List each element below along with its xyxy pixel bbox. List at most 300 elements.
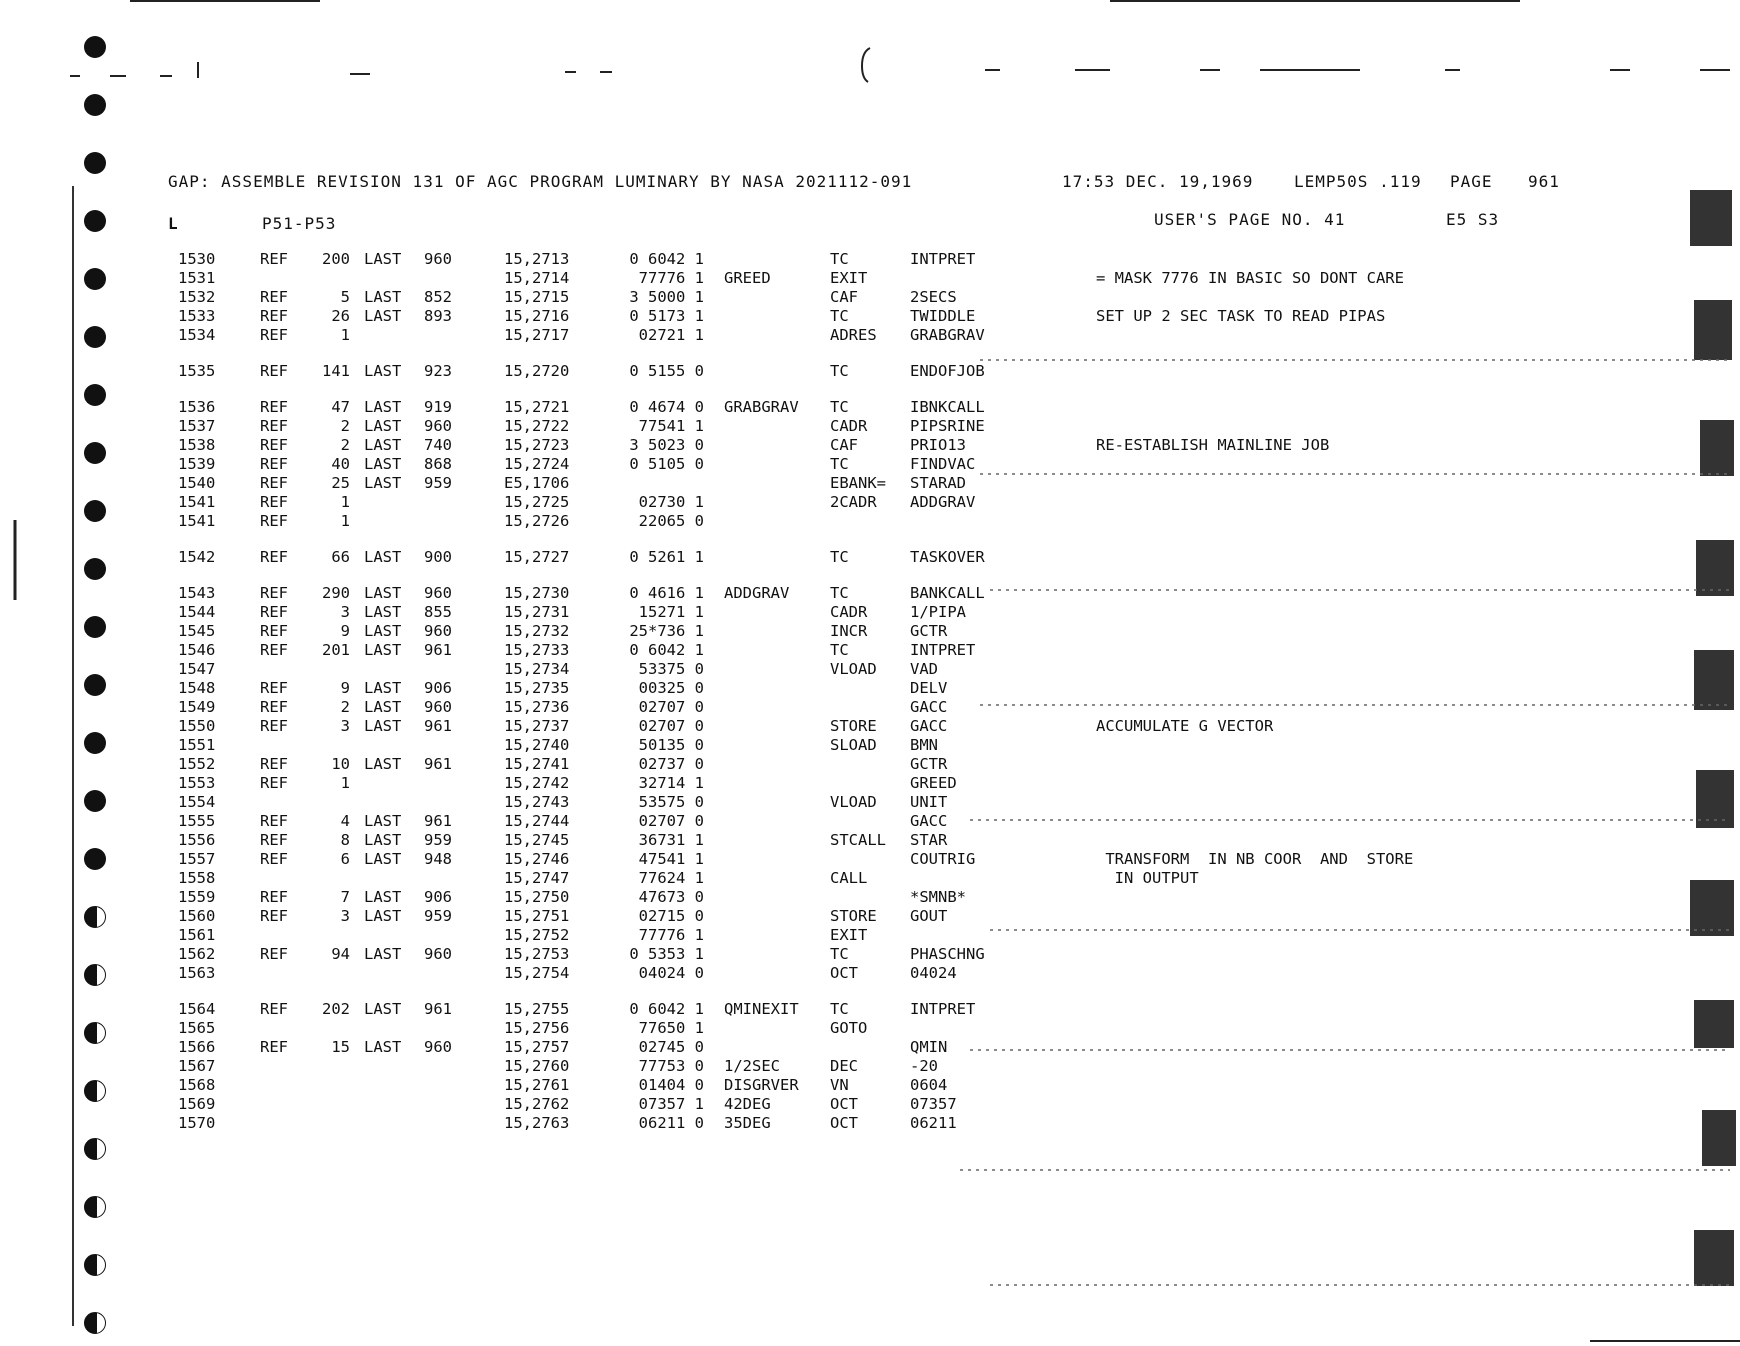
address: 15,2713: [504, 250, 570, 268]
line-number: 1554: [178, 793, 216, 811]
operand: QMIN: [910, 1038, 948, 1056]
address: 15,2737: [504, 717, 570, 735]
operand: GREED: [910, 774, 957, 792]
ref-count: 201: [322, 641, 350, 659]
listing-mark: L: [168, 214, 179, 233]
ref-count: 25: [331, 474, 350, 492]
assembly-listing: [178, 250, 1608, 1133]
address: 15,2722: [504, 417, 570, 435]
opcode: STORE: [830, 907, 877, 925]
ref-count: 141: [322, 362, 350, 380]
opcode: STCALL: [830, 831, 886, 849]
line-number: 1550: [178, 717, 216, 735]
punch-hole: [84, 326, 106, 348]
octal-word: 47673 0: [638, 888, 704, 906]
last-line: 948: [424, 850, 452, 868]
last-line: 868: [424, 455, 452, 473]
octal-word: 02715 0: [638, 907, 704, 925]
last-line: 961: [424, 717, 452, 735]
octal-word: 02707 0: [638, 812, 704, 830]
octal-word: 15271 1: [638, 603, 704, 621]
listing-row: [178, 603, 1608, 622]
opcode: TC: [830, 362, 849, 380]
octal-word: 77541 1: [638, 417, 704, 435]
opcode: TC: [830, 1000, 849, 1018]
opcode: TC: [830, 584, 849, 602]
line-number: 1541: [178, 512, 216, 530]
ref-count: 66: [331, 548, 350, 566]
last-line: 961: [424, 1000, 452, 1018]
label: 1/2SEC: [724, 1057, 780, 1075]
line-number: 1530: [178, 250, 216, 268]
last-line: 960: [424, 622, 452, 640]
listing-row: [178, 417, 1608, 436]
octal-word: 0 5105 0: [629, 455, 704, 473]
comment: IN OUTPUT: [1096, 869, 1199, 887]
ref-keyword: REF: [260, 250, 288, 268]
listing-row: [178, 548, 1608, 567]
listing-datetime: 17:53 DEC. 19,1969: [1062, 172, 1254, 191]
listing-row: [178, 793, 1608, 812]
octal-word: 02737 0: [638, 755, 704, 773]
ref-count: 6: [340, 850, 350, 868]
opcode: CADR: [830, 417, 868, 435]
ref-count: 2: [340, 698, 350, 716]
punch-hole: [84, 674, 106, 696]
ref-keyword: REF: [260, 288, 288, 306]
last-keyword: LAST: [364, 362, 402, 380]
opcode: TC: [830, 307, 849, 325]
label: 42DEG: [724, 1095, 771, 1113]
listing-row: [178, 1114, 1608, 1133]
last-line: 960: [424, 1038, 452, 1056]
operand: DELV: [910, 679, 948, 697]
last-line: 960: [424, 584, 452, 602]
listing-row: [178, 288, 1608, 307]
operand: UNIT: [910, 793, 948, 811]
operand: ENDOFJOB: [910, 362, 985, 380]
line-number: 1534: [178, 326, 216, 344]
punch-hole: [84, 268, 106, 290]
listing-row: [178, 307, 1608, 326]
operand: TWIDDLE: [910, 307, 976, 325]
listing-row: [178, 736, 1608, 755]
listing-row: [178, 1019, 1608, 1038]
operand: BMN: [910, 736, 938, 754]
operand: TASKOVER: [910, 548, 985, 566]
label: 35DEG: [724, 1114, 771, 1132]
page-label: PAGE: [1450, 172, 1493, 191]
ref-keyword: REF: [260, 717, 288, 735]
ref-keyword: REF: [260, 850, 288, 868]
punch-hole: [84, 152, 106, 174]
ref-keyword: REF: [260, 888, 288, 906]
listing-row: [178, 888, 1608, 907]
last-keyword: LAST: [364, 1000, 402, 1018]
ref-count: 7: [340, 888, 350, 906]
comment: RE-ESTABLISH MAINLINE JOB: [1096, 436, 1330, 454]
line-number: 1547: [178, 660, 216, 678]
punch-hole: [84, 616, 106, 638]
opcode: ADRES: [830, 326, 877, 344]
listing-row: [178, 926, 1608, 945]
last-line: 906: [424, 888, 452, 906]
last-line: 855: [424, 603, 452, 621]
opcode: TC: [830, 945, 849, 963]
last-line: 959: [424, 474, 452, 492]
last-keyword: LAST: [364, 1038, 402, 1056]
address: 15,2731: [504, 603, 570, 621]
octal-word: 50135 0: [638, 736, 704, 754]
octal-word: 0 4616 1: [629, 584, 704, 602]
listing-row: [178, 850, 1608, 869]
last-line: 960: [424, 417, 452, 435]
line-number: 1545: [178, 622, 216, 640]
ref-keyword: REF: [260, 512, 288, 530]
address: 15,2751: [504, 907, 570, 925]
ref-keyword: REF: [260, 326, 288, 344]
line-number: 1562: [178, 945, 216, 963]
comment: SET UP 2 SEC TASK TO READ PIPAS: [1096, 307, 1386, 325]
last-keyword: LAST: [364, 622, 402, 640]
octal-word: 22065 0: [638, 512, 704, 530]
ref-keyword: REF: [260, 417, 288, 435]
octal-word: 36731 1: [638, 831, 704, 849]
line-number: 1568: [178, 1076, 216, 1094]
punch-hole: [84, 964, 106, 986]
address: 15,2747: [504, 869, 570, 887]
address: 15,2724: [504, 455, 570, 473]
listing-row: [178, 584, 1608, 603]
listing-title: GAP: ASSEMBLE REVISION 131 OF AGC PROGRAM LUMINARY BY NASA 2021112-091: [168, 172, 913, 191]
octal-word: 07357 1: [638, 1095, 704, 1113]
octal-word: 01404 0: [638, 1076, 704, 1094]
address: 15,2753: [504, 945, 570, 963]
ref-count: 202: [322, 1000, 350, 1018]
address: 15,2730: [504, 584, 570, 602]
last-line: 961: [424, 755, 452, 773]
ref-keyword: REF: [260, 1000, 288, 1018]
last-keyword: LAST: [364, 679, 402, 697]
listing-row: [178, 717, 1608, 736]
line-number: 1531: [178, 269, 216, 287]
ref-keyword: REF: [260, 641, 288, 659]
octal-word: 3 5023 0: [629, 436, 704, 454]
last-keyword: LAST: [364, 603, 402, 621]
bank-code: E5 S3: [1446, 210, 1500, 229]
users-page: USER'S PAGE NO. 41: [1154, 210, 1346, 229]
listing-row: [178, 1057, 1608, 1076]
last-line: 906: [424, 679, 452, 697]
operand: 04024: [910, 964, 957, 982]
opcode: TC: [830, 250, 849, 268]
ref-count: 1: [340, 512, 350, 530]
last-keyword: LAST: [364, 417, 402, 435]
line-number: 1537: [178, 417, 216, 435]
address: 15,2741: [504, 755, 570, 773]
line-number: 1564: [178, 1000, 216, 1018]
operand: PRIO13: [910, 436, 966, 454]
last-keyword: LAST: [364, 474, 402, 492]
address: 15,2740: [504, 736, 570, 754]
address: 15,2733: [504, 641, 570, 659]
octal-word: 04024 0: [638, 964, 704, 982]
octal-word: 02745 0: [638, 1038, 704, 1056]
listing-row: [178, 622, 1608, 641]
address: 15,2720: [504, 362, 570, 380]
line-number: 1536: [178, 398, 216, 416]
last-keyword: LAST: [364, 831, 402, 849]
ref-count: 94: [331, 945, 350, 963]
ref-keyword: REF: [260, 548, 288, 566]
ref-count: 10: [331, 755, 350, 773]
punch-hole: [84, 94, 106, 116]
last-line: 961: [424, 641, 452, 659]
address: 15,2717: [504, 326, 570, 344]
octal-word: 77776 1: [638, 926, 704, 944]
operand: GCTR: [910, 755, 948, 773]
address: 15,2752: [504, 926, 570, 944]
ref-keyword: REF: [260, 493, 288, 511]
last-keyword: LAST: [364, 398, 402, 416]
line-number: 1553: [178, 774, 216, 792]
last-line: 923: [424, 362, 452, 380]
opcode: CALL: [830, 869, 868, 887]
punch-hole: [84, 1138, 106, 1160]
ref-keyword: REF: [260, 812, 288, 830]
last-keyword: LAST: [364, 548, 402, 566]
ref-keyword: REF: [260, 831, 288, 849]
listing-row: [178, 493, 1608, 512]
last-line: 960: [424, 698, 452, 716]
line-number: 1563: [178, 964, 216, 982]
listing-row: [178, 907, 1608, 926]
line-number: 1533: [178, 307, 216, 325]
octal-word: 02721 1: [638, 326, 704, 344]
operand: 06211: [910, 1114, 957, 1132]
listing-row: [178, 812, 1608, 831]
octal-word: 0 6042 1: [629, 250, 704, 268]
last-line: 900: [424, 548, 452, 566]
listing-row: [178, 1038, 1608, 1057]
ref-count: 40: [331, 455, 350, 473]
ref-count: 47: [331, 398, 350, 416]
ref-count: 9: [340, 622, 350, 640]
ref-keyword: REF: [260, 755, 288, 773]
opcode: CAF: [830, 436, 858, 454]
last-keyword: LAST: [364, 850, 402, 868]
listing-row: [178, 945, 1608, 964]
last-keyword: LAST: [364, 717, 402, 735]
line-number: 1546: [178, 641, 216, 659]
address: 15,2723: [504, 436, 570, 454]
ref-keyword: REF: [260, 907, 288, 925]
listing-row: [178, 436, 1608, 455]
octal-word: 0 5155 0: [629, 362, 704, 380]
opcode: OCT: [830, 1114, 858, 1132]
ref-count: 3: [340, 907, 350, 925]
punch-hole: [84, 1022, 106, 1044]
address: 15,2744: [504, 812, 570, 830]
listing-row: [178, 1095, 1608, 1114]
punch-hole: [84, 1080, 106, 1102]
line-number: 1557: [178, 850, 216, 868]
last-keyword: LAST: [364, 307, 402, 325]
opcode: TC: [830, 455, 849, 473]
listing-row: [178, 474, 1608, 493]
last-line: 740: [424, 436, 452, 454]
address: 15,2735: [504, 679, 570, 697]
octal-word: 25*736 1: [629, 622, 704, 640]
label: ADDGRAV: [724, 584, 790, 602]
operand: 2SECS: [910, 288, 957, 306]
punch-holes: [84, 30, 124, 1330]
address: E5,1706: [504, 474, 570, 492]
line-number: 1558: [178, 869, 216, 887]
listing-row: [178, 1076, 1608, 1095]
octal-word: 00325 0: [638, 679, 704, 697]
line-number: 1543: [178, 584, 216, 602]
address: 15,2727: [504, 548, 570, 566]
operand: STAR: [910, 831, 948, 849]
octal-word: 02707 0: [638, 717, 704, 735]
operand: BANKCALL: [910, 584, 985, 602]
octal-word: 0 4674 0: [629, 398, 704, 416]
ref-keyword: REF: [260, 679, 288, 697]
opcode: EXIT: [830, 926, 868, 944]
punch-hole: [84, 442, 106, 464]
ref-count: 2: [340, 436, 350, 454]
line-number: 1552: [178, 755, 216, 773]
listing-row: [178, 869, 1608, 888]
last-keyword: LAST: [364, 250, 402, 268]
operand: ADDGRAV: [910, 493, 976, 511]
last-line: 959: [424, 907, 452, 925]
operand: STARAD: [910, 474, 966, 492]
operand: -20: [910, 1057, 938, 1075]
operand: GACC: [910, 812, 948, 830]
octal-word: 0 6042 1: [629, 1000, 704, 1018]
opcode: TC: [830, 548, 849, 566]
listing-row: [178, 512, 1608, 531]
operand: PIPSRINE: [910, 417, 985, 435]
opcode: EXIT: [830, 269, 868, 287]
octal-word: 0 5261 1: [629, 548, 704, 566]
line-number: 1566: [178, 1038, 216, 1056]
opcode: OCT: [830, 1095, 858, 1113]
listing-row: [178, 362, 1608, 381]
line-number: 1539: [178, 455, 216, 473]
operand: 0604: [910, 1076, 948, 1094]
punch-hole: [84, 384, 106, 406]
octal-word: 53575 0: [638, 793, 704, 811]
ref-count: 2: [340, 417, 350, 435]
punch-hole: [84, 210, 106, 232]
last-keyword: LAST: [364, 455, 402, 473]
opcode: 2CADR: [830, 493, 877, 511]
line-number: 1535: [178, 362, 216, 380]
listing-row: [178, 831, 1608, 850]
opcode: TC: [830, 641, 849, 659]
operand: PHASCHNG: [910, 945, 985, 963]
address: 15,2716: [504, 307, 570, 325]
operand: VAD: [910, 660, 938, 678]
ref-keyword: REF: [260, 474, 288, 492]
octal-word: 77650 1: [638, 1019, 704, 1037]
punch-hole: [84, 558, 106, 580]
line-number: 1538: [178, 436, 216, 454]
octal-word: 47541 1: [638, 850, 704, 868]
ref-keyword: REF: [260, 622, 288, 640]
address: 15,2743: [504, 793, 570, 811]
operand: GRABGRAV: [910, 326, 985, 344]
ref-count: 26: [331, 307, 350, 325]
opcode: TC: [830, 398, 849, 416]
octal-word: 06211 0: [638, 1114, 704, 1132]
page-number: 961: [1528, 172, 1560, 191]
address: 15,2763: [504, 1114, 570, 1132]
opcode: CAF: [830, 288, 858, 306]
line-number: 1541: [178, 493, 216, 511]
comment: TRANSFORM IN NB COOR AND STORE: [1096, 850, 1414, 868]
listing-row: [178, 679, 1608, 698]
ref-count: 3: [340, 717, 350, 735]
operand: GACC: [910, 698, 948, 716]
ref-keyword: REF: [260, 698, 288, 716]
ref-keyword: REF: [260, 455, 288, 473]
last-line: 893: [424, 307, 452, 325]
line-number: 1567: [178, 1057, 216, 1075]
opcode: CADR: [830, 603, 868, 621]
listing-row: [178, 1000, 1608, 1019]
punch-hole: [84, 906, 106, 928]
address: 15,2754: [504, 964, 570, 982]
ref-count: 8: [340, 831, 350, 849]
label: GREED: [724, 269, 771, 287]
address: 15,2755: [504, 1000, 570, 1018]
listing-row: [178, 964, 1608, 983]
last-keyword: LAST: [364, 641, 402, 659]
listing-row: [178, 455, 1608, 474]
listing-job: LEMP50S .119: [1294, 172, 1422, 191]
operand: *SMNB*: [910, 888, 966, 906]
punch-hole: [84, 732, 106, 754]
octal-word: 77776 1: [638, 269, 704, 287]
address: 15,2732: [504, 622, 570, 640]
operand: 07357: [910, 1095, 957, 1113]
listing-row: [178, 269, 1608, 288]
line-number: 1548: [178, 679, 216, 697]
address: 15,2734: [504, 660, 570, 678]
ref-count: 1: [340, 493, 350, 511]
octal-word: 32714 1: [638, 774, 704, 792]
ref-keyword: REF: [260, 1038, 288, 1056]
operand: GCTR: [910, 622, 948, 640]
listing-row: [178, 641, 1608, 660]
address: 15,2721: [504, 398, 570, 416]
last-keyword: LAST: [364, 755, 402, 773]
ref-keyword: REF: [260, 307, 288, 325]
punch-hole: [84, 36, 106, 58]
listing-row: [178, 326, 1608, 345]
address: 15,2757: [504, 1038, 570, 1056]
punch-hole: [84, 790, 106, 812]
address: 15,2714: [504, 269, 570, 287]
opcode: VLOAD: [830, 793, 877, 811]
line-number: 1556: [178, 831, 216, 849]
address: 15,2726: [504, 512, 570, 530]
octal-word: 3 5000 1: [629, 288, 704, 306]
